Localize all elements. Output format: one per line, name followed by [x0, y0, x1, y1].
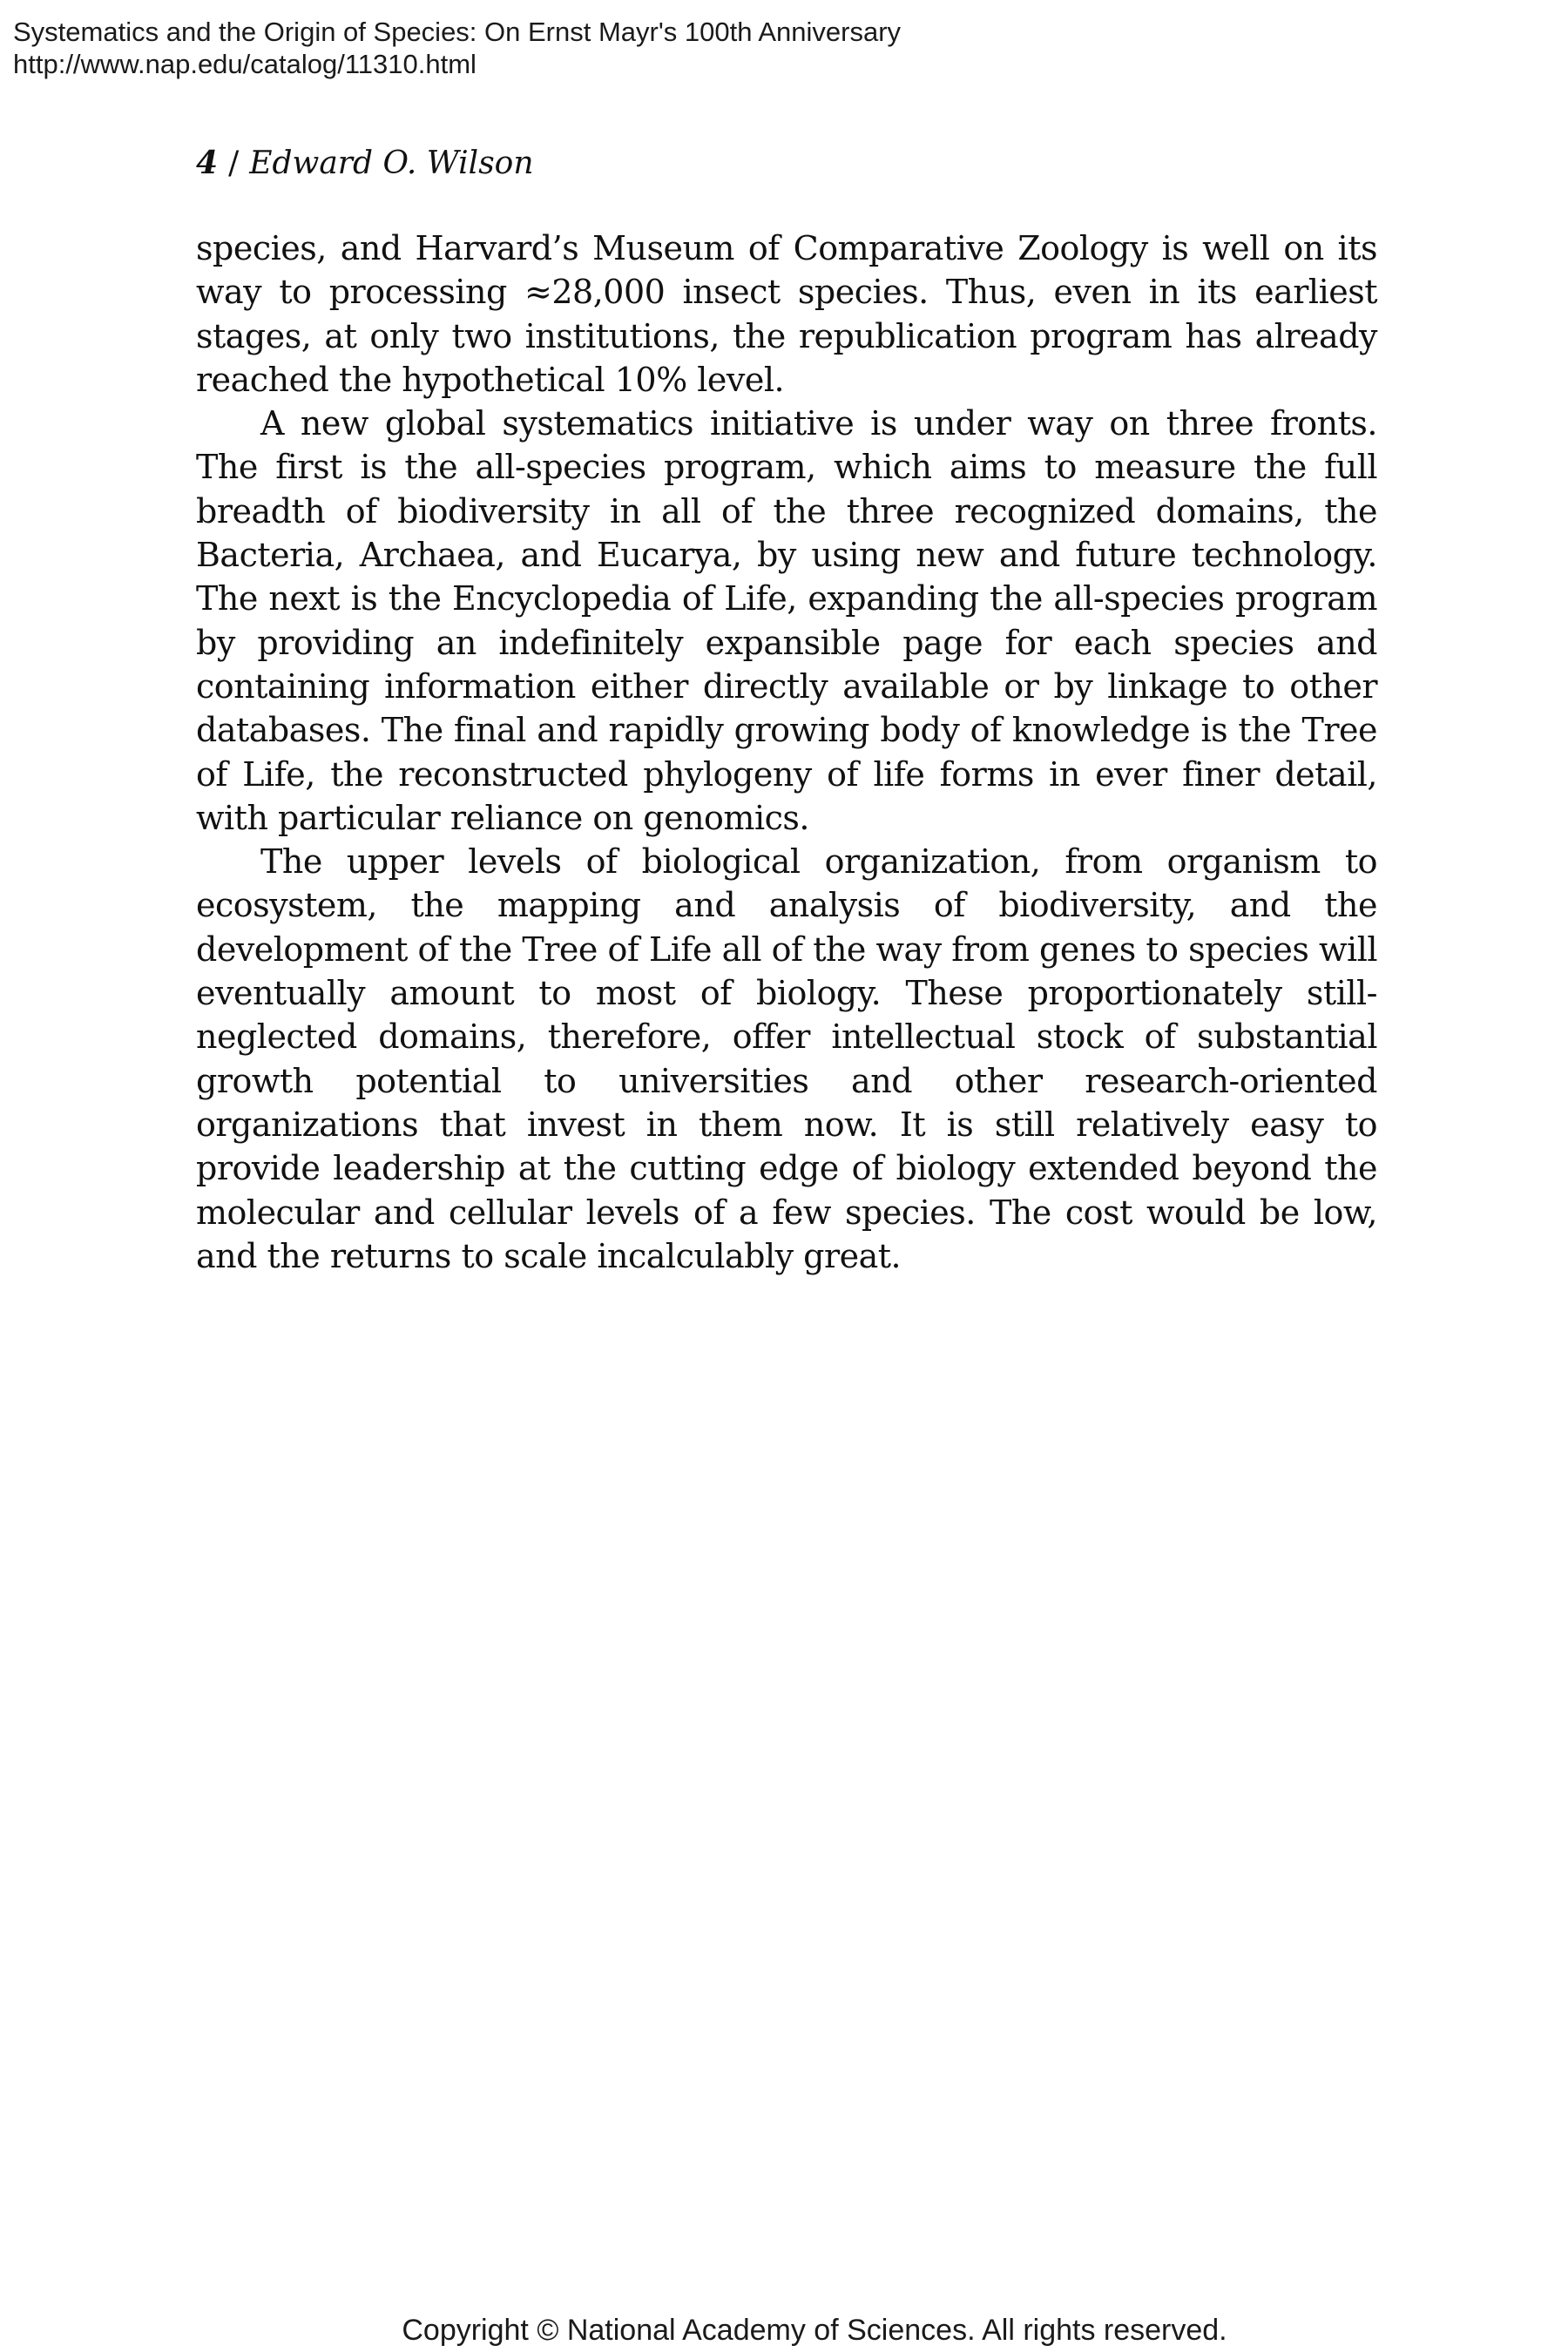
page-header: [13, 16, 901, 80]
book-title: Systematics and the Origin of Species: On Ernst Mayr's 100th Anniversary: [13, 17, 902, 47]
running-head: [196, 144, 534, 183]
body-text: [196, 226, 1377, 1278]
catalog-url[interactable]: http://www.nap.edu/catalog/11310.html: [13, 49, 476, 79]
paragraph-2: A new global systematics initiative is under way on three fronts. The first is the all-species program, which aims to measure the full breadth of biodiversity in all of the three recognized domains, the Bacteria, Archaea, and Eucarya, by using new and future technology. The next is the Encyclopedia of Life, expanding the all-species program by providing an indefinitely expansible page for each species and containing information either directly available or by linkage to other databases. The final and rapidly growing body of knowledge is the Tree of Life, the reconstructed phylogeny of life forms in ever finer detail, with particular reliance on genomics.: [196, 404, 1377, 837]
copyright-footer: Copyright © National Academy of Sciences. All rights reserved.: [402, 2314, 1227, 2347]
author-name: Edward O. Wilson: [249, 145, 534, 181]
paragraph-1: species, and Harvard’s Museum of Comparative Zoology is well on its way to processing ≈28,000 insect species. Thus, even in its earliest stages, at only two institutions, the republication program has already reached the hypothetical 10% level.: [196, 229, 1377, 399]
page-number: 4: [196, 145, 219, 181]
paragraph-3: The upper levels of biological organization, from organism to ecosystem, the mapping and analysis of biodiversity, and the development of the Tree of Life all of the way from genes to species will eventually amount to most of biology. These proportionately still-neglected domains, therefore, offer intellectual stock of substantial growth potential to universities and other research-oriented organizations that invest in them now. It is still relatively easy to provide leadership at the cutting edge of biology extended beyond the molecular and cellular levels of a few species. The cost would be low, and the returns to scale incalculably great.: [196, 842, 1377, 1275]
running-head-separator: /: [228, 145, 240, 181]
